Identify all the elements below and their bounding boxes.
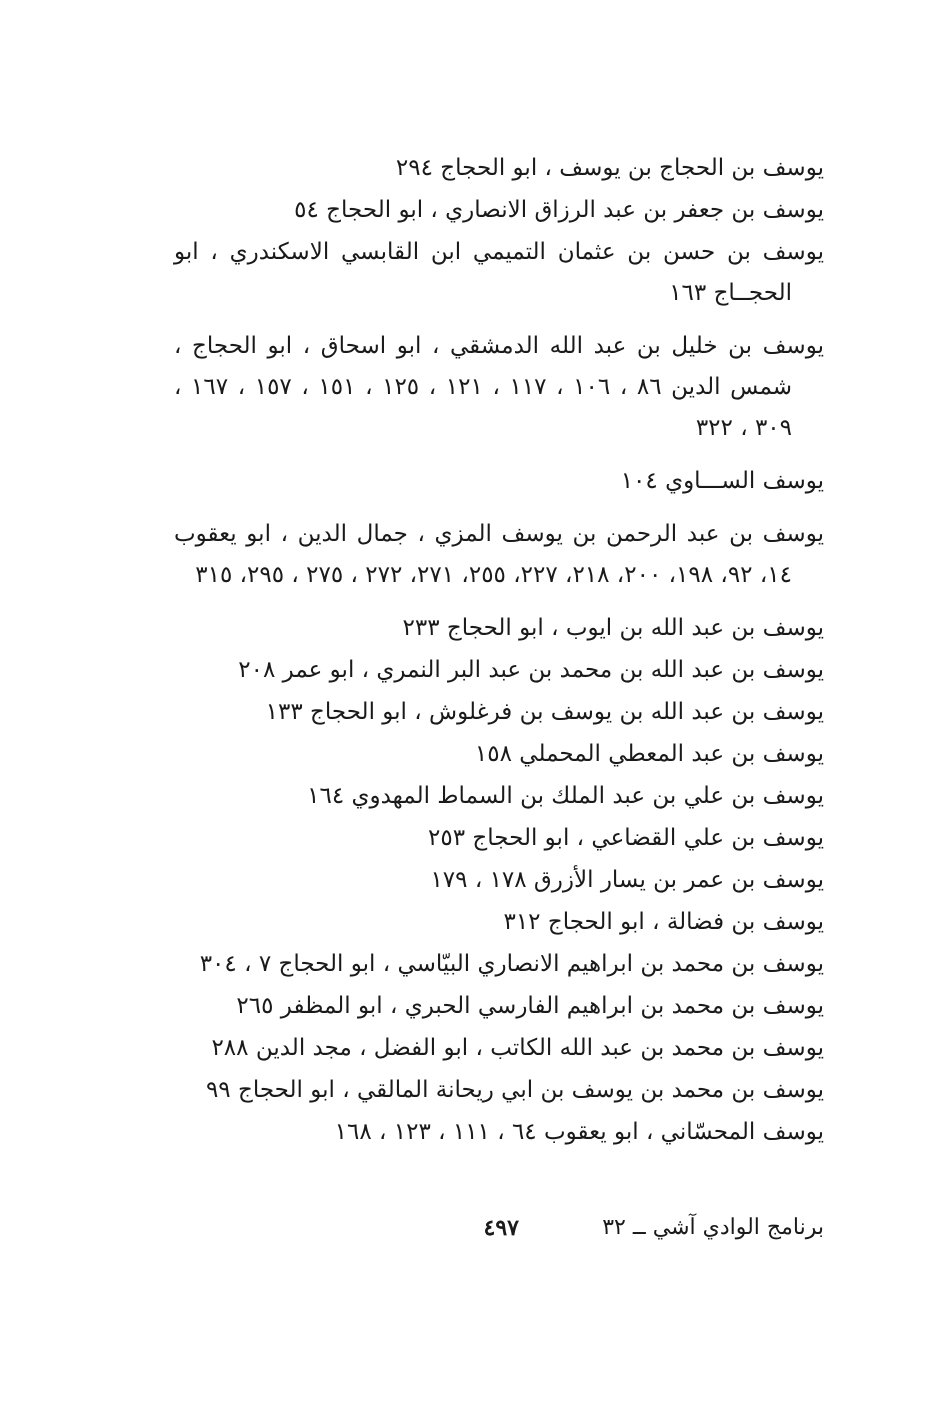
index-entry-text: يوسف بن محمد بن ابراهيم الانصاري البيّاسي ، ابو الحجاج ٧ ، ٣٠٤ xyxy=(199,951,824,977)
index-entry xyxy=(174,1112,824,1153)
index-entry-text: يوسف بن محمد بن ابراهيم الفارسي الحبري ، ابو المظفر ٢٦٥ xyxy=(236,993,824,1019)
index-entry xyxy=(174,818,824,859)
page-footer xyxy=(124,1208,824,1248)
index-entry xyxy=(174,902,824,943)
index-entry-text: يوسف بن خليل بن عبد الله الدمشقي ، ابو اسحاق ، ابو الحجاج ، شمس الدين ٨٦ ، ١٠٦ ، ١١٧ ، ١٢١ ، ١٢٥ ، ١٥١ ، ١٥٧ ، ١٦٧ ، ٣٠٩ ، ٣٢٢ xyxy=(174,333,824,441)
index-entry-text: يوسف بن محمد بن عبد الله الكاتب ، ابو الفضل ، مجد الدين ٢٨٨ xyxy=(211,1035,824,1061)
index-entry xyxy=(174,190,824,231)
page-number: ٤٩٧ xyxy=(483,1215,519,1241)
index-entry-text: يوسف المحسّاني ، ابو يعقوب ٦٤ ، ١١١ ، ١٢٣ ، ١٦٨ xyxy=(334,1119,824,1145)
index-entry xyxy=(174,776,824,817)
index-entry-text: يوسف بن عبد الله بن محمد بن عبد البر النمري ، ابو عمر ٢٠٨ xyxy=(238,657,824,683)
index-entry xyxy=(174,608,824,649)
index-entry-text: يوسف بن عبد الرحمن بن يوسف المزي ، جمال الدين ، ابو يعقوب ١٤، ٩٢، ١٩٨، ٢٠٠، ٢١٨، ٢٢٧، ٢٥٥، ٢٧١، ٢٧٢ ، ٢٧٥ ، ٢٩٥، ٣١٥ xyxy=(174,521,824,588)
index-entry-text: يوسف بن الحجاج بن يوسف ، ابو الحجاج ٢٩٤ xyxy=(395,155,824,181)
index-entry xyxy=(174,692,824,733)
index-entry-text: يوسف بن عمر بن يسار الأزرق ١٧٨ ، ١٧٩ xyxy=(430,867,824,893)
index-entry xyxy=(174,514,824,596)
index-entry xyxy=(174,1070,824,1111)
name-index-list xyxy=(174,148,824,1154)
index-entry-text: يوسف بن علي بن عبد الملك بن السماط المهدوي ١٦٤ xyxy=(307,783,824,809)
running-footer-title: برنامج الوادي آشي ــ ٣٢ xyxy=(602,1215,824,1240)
index-entry xyxy=(174,326,824,449)
index-entry xyxy=(174,650,824,691)
index-entry xyxy=(174,986,824,1027)
index-entry-text: يوسف بن حسن بن عثمان التميمي ابن القابسي الاسكندري ، ابو الحجــاج ١٦٣ xyxy=(174,239,824,306)
index-entry-text: يوسف بن عبد الله بن يوسف بن فرغلوش ، ابو الحجاج ١٣٣ xyxy=(265,699,824,725)
index-entry xyxy=(174,860,824,901)
index-entry xyxy=(174,1028,824,1069)
index-entry-text: يوسف بن عبد الله بن ايوب ، ابو الحجاج ٢٣٣ xyxy=(402,615,824,641)
index-entry xyxy=(174,461,824,502)
index-entry-text: يوسف الســـاوي ١٠٤ xyxy=(620,468,824,494)
index-entry-text: يوسف بن فضالة ، ابو الحجاج ٣١٢ xyxy=(503,909,824,935)
index-entry-text: يوسف بن محمد بن يوسف بن ابي ريحانة المالقي ، ابو الحجاج ٩٩ xyxy=(205,1077,824,1103)
index-entry xyxy=(174,734,824,775)
index-entry-text: يوسف بن عبد المعطي المحملي ١٥٨ xyxy=(474,741,824,767)
index-entry xyxy=(174,148,824,189)
index-entry-text: يوسف بن جعفر بن عبد الرزاق الانصاري ، ابو الحجاج ٥٤ xyxy=(294,197,824,223)
index-entry-text: يوسف بن علي القضاعي ، ابو الحجاج ٢٥٣ xyxy=(428,825,824,851)
index-entry xyxy=(174,232,824,314)
index-entry xyxy=(174,944,824,985)
